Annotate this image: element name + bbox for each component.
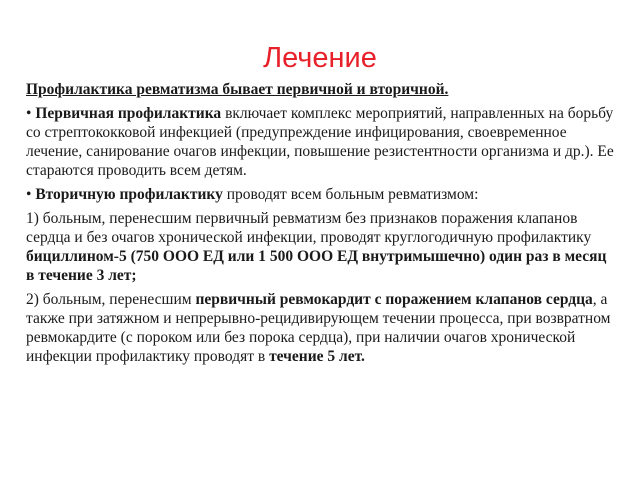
item-2-bold-b: течение 5 лет.: [269, 348, 365, 365]
item-1-bold: бициллином-5 (750 ООО ЕД или 1 500 ООО ЕД внутримышечно) один раз в месяц в течение 3 лет;: [26, 248, 607, 284]
item-2-text-a: 2) больным, перенесшим: [26, 291, 196, 308]
bullet-marker: •: [26, 186, 36, 203]
secondary-prophylaxis-lead: Вторичную профилактику: [35, 186, 223, 203]
bullet-marker: •: [26, 105, 36, 122]
slide-subtitle: Профилактика ревматизма бывает первичной и вторичной.: [26, 81, 449, 98]
slide-content: [26, 80, 616, 371]
primary-prophylaxis-lead: Первичная профилактика: [35, 105, 222, 122]
item-2-bold-a: первичный ревмокардит с поражением клапанов сердца: [195, 291, 593, 308]
item-1-text: 1) больным, перенесшим первичный ревматизм без признаков поражения клапанов сердца и без очагов хронической инфекции, проводят круглогодичную профилактику: [26, 210, 592, 246]
item-2-text-b: , а также при затяжном и непрерывно-рецидивирующем течении процесса, при возвратном ревмокардите (с пороком или без порока сердца), при наличии очагов хронической инфекции профилактику проводят в: [26, 291, 611, 365]
paragraph-secondary-prophylaxis: [26, 185, 616, 204]
slide-title: Лечение: [263, 42, 377, 74]
paragraph-item-1: [26, 209, 616, 285]
primary-prophylaxis-text: включает комплекс мероприятий, направленных на борьбу со стрептококковой инфекцией (предупреждение инфицирования, своевременное лечение, санирование очагов инфекции, повышение резистентности организма и др.). Ее стараются проводить всем детям.: [26, 105, 614, 179]
paragraph-item-2: [26, 290, 616, 366]
paragraph-primary-prophylaxis: [26, 104, 616, 180]
secondary-prophylaxis-text: проводят всем больным ревматизмом:: [222, 186, 479, 203]
